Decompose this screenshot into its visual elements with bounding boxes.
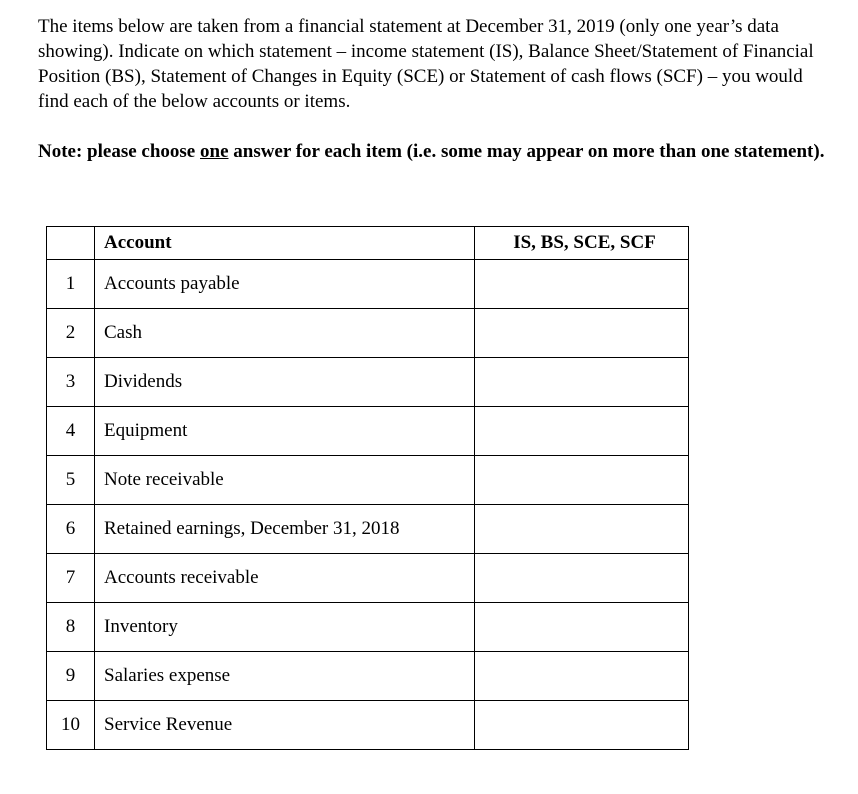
row-number: 5 [47, 456, 95, 505]
table-row [47, 652, 689, 701]
table-header-row [47, 227, 689, 260]
row-number: 4 [47, 407, 95, 456]
table-row [47, 554, 689, 603]
row-account: Accounts payable [95, 260, 475, 309]
row-answer-cell[interactable] [475, 505, 689, 554]
row-answer-cell[interactable] [475, 701, 689, 750]
row-account: Salaries expense [95, 652, 475, 701]
row-answer-cell[interactable] [475, 652, 689, 701]
row-number: 10 [47, 701, 95, 750]
note-text-after: answer for each item (i.e. some may appear on more than one statement). [228, 141, 825, 162]
document-body [38, 14, 838, 164]
note-text-before: Note: please choose [38, 141, 200, 162]
header-number-cell [47, 227, 95, 260]
table-row [47, 603, 689, 652]
row-number: 7 [47, 554, 95, 603]
note-text-underlined: one [200, 141, 229, 162]
table-row [47, 505, 689, 554]
row-account: Equipment [95, 407, 475, 456]
row-account: Cash [95, 309, 475, 358]
accounts-table [46, 226, 689, 750]
row-answer-cell[interactable] [475, 358, 689, 407]
table-row [47, 407, 689, 456]
row-answer-cell[interactable] [475, 554, 689, 603]
row-number: 9 [47, 652, 95, 701]
table-row [47, 701, 689, 750]
row-number: 8 [47, 603, 95, 652]
header-answer-cell: IS, BS, SCE, SCF [475, 227, 689, 260]
table-row [47, 456, 689, 505]
row-account: Accounts receivable [95, 554, 475, 603]
row-number: 1 [47, 260, 95, 309]
row-account: Dividends [95, 358, 475, 407]
row-number: 6 [47, 505, 95, 554]
row-answer-cell[interactable] [475, 456, 689, 505]
table-row [47, 358, 689, 407]
row-account: Service Revenue [95, 701, 475, 750]
row-answer-cell[interactable] [475, 407, 689, 456]
row-number: 2 [47, 309, 95, 358]
table-row [47, 309, 689, 358]
row-number: 3 [47, 358, 95, 407]
row-answer-cell[interactable] [475, 309, 689, 358]
instructions-paragraph: The items below are taken from a financial statement at December 31, 2019 (only one year’s data showing). Indicate on which statement – income statement (IS), Balance Sheet/Statement of Financial Position (BS), Statement of Changes in Equity (SCE) or Statement of cash flows (SCF) – you would find each of the below accounts or items. [38, 16, 814, 112]
table-row [47, 260, 689, 309]
row-account: Inventory [95, 603, 475, 652]
row-account: Note receivable [95, 456, 475, 505]
row-account: Retained earnings, December 31, 2018 [95, 505, 475, 554]
note-paragraph [38, 139, 838, 164]
header-account-cell: Account [95, 227, 475, 260]
row-answer-cell[interactable] [475, 603, 689, 652]
row-answer-cell[interactable] [475, 260, 689, 309]
